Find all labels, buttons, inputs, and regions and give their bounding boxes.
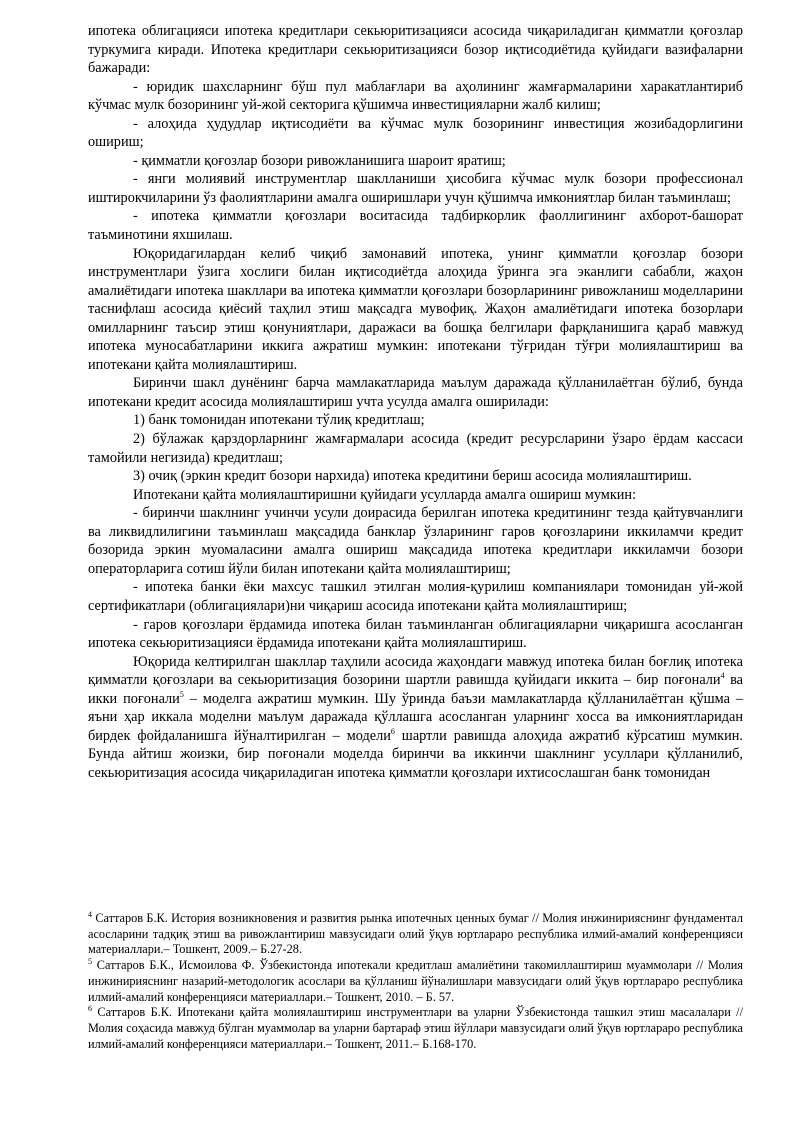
- footnote-number: 5: [88, 957, 92, 967]
- footnotes: [88, 911, 743, 1052]
- list-item: - янги молиявий инструментлар шаклланиши ҳисобига кўчмас мулк бозори профессионал иштирокчиларини ўз фаолиятларини амалга оширишлари учун қўшимча имкониятлар билан таъминлаш;: [88, 171, 743, 206]
- paragraph: Юқоридагилардан келиб чиқиб замонавий ипотека, унинг қимматли қоғозлар бозори инструментлари ўзига хослиги билан иқтисодиётда алоҳида ўринга эга эканлиги сабабли, жаҳон амалиётидаги ипотека шакллари ва ипотека қимматли қоғозлари бозорларининг ривожланиш моделларини таснифлаш асосида қиёсий таҳлил этиш мақсадга мувофиқ. Жаҳон амалиётидаги ипотека бозорлари омилларнинг таъсир этиш қонуниятлари, даражаси ва бошқа белгилари фарқланишига қараб мавжуд ипотека муносабатларини иккига ажратиш мумкин: ипотекани тўғридан тўғри молиялаштириш ва ипотекани қайта молиялаштириш.: [88, 245, 743, 373]
- list-item: 1) банк томонидан ипотекани тўлиқ кредитлаш;: [133, 412, 425, 429]
- list-item: - ипотека банки ёки махсус ташкил этилган молия-қурилиш компаниялари томонидан уй-жой сертификатлари (облигациялари)ни чиқариш асосида ипотекани қайта молиялаштириш;: [88, 579, 743, 614]
- footnote-ref: 6: [390, 727, 395, 737]
- paragraph-text: ва икки поғонали: [88, 672, 743, 707]
- footnote: [88, 958, 743, 1005]
- paragraph: [88, 653, 743, 783]
- paragraph: Ипотекани қайта молиялаштиришни қуйидаги усулларда амалга ошириш мумкин:: [133, 486, 637, 503]
- footnote-text: Саттаров Б.К. Ипотекани қайта молиялаштириш инструментлари ва уларни Ўзбекистонда ташкил этиш масалалари // Молия соҳасида мавжуд бўлган муаммолар ва уларни бартараф этиш йўллари мавзусидаги олий ўқув юртлараро республика илмий-амалий конференцияси материаллари.– Тошкент, 2011.– Б.168-170.: [88, 1005, 743, 1051]
- list-item: - ипотека қимматли қоғозлари воситасида тадбиркорлик фаоллигининг ахборот-башорат таъминотини яхшилаш.: [88, 208, 743, 244]
- page-body: [88, 22, 743, 782]
- list-item: - юридик шахсларнинг бўш пул маблағлари ва аҳолининг жамғармаларини харакатлантириб кўчмас мулк бозорининг уй-жой секторига қўшимча инвестицияларни жалб килиш;: [88, 78, 743, 114]
- list-item: - қимматли қоғозлар бозори ривожланишига шароит яратиш;: [133, 152, 506, 169]
- list-item: - алоҳида ҳудудлар иқтисодиёти ва кўчмас мулк бозорининг инвестиция жозибадорлигини ошириш;: [88, 115, 743, 151]
- footnote-text: Саттаров Б.К., Исмоилова Ф. Ўзбекистонда ипотекали кредитлаш амалиётини такомиллаштириш муаммолари // Молия инжинирияснинг назарий-методологик асослари ва қўлланиш йўналишлари мавзусидаги олий ўқув юртлараро республика илмий-амалий конференцияси материаллари.– Тошкент, 2010. – Б. 57.: [88, 958, 743, 1004]
- paragraph: ипотека облигацияси ипотека кредитлари секьюритизацияси асосида чиқариладиган қимматли қоғозлар туркумига киради. Ипотека кредитлари секьюритизацияси бозор иқтисодиётида қуйидаги вазифаларни бажаради:: [88, 23, 743, 77]
- footnote-ref: 4: [720, 671, 725, 681]
- paragraph-text: – моделга ажратиш мумкин. Шу ўринда баъзи мамлакатларда қўлланилаётган қўшма – яъни ҳар иккала моделни маълум даражада қўллашга асосланган уларнинг хосса ва имкониятларидан бирдек фойдаланишга йўналтирилган – модели: [88, 690, 743, 744]
- list-item: - гаров қоғозлари ёрдамида ипотека билан таъминланган облигацияларни чиқаришга асосланган ипотека секьюритизацияси ёрдамида ипотекани қайта молиялаштириш.: [88, 616, 743, 652]
- footnote: [88, 1005, 743, 1052]
- list-item: 2) бўлажак қарздорларнинг жамғармалари асосида (кредит ресурсларини ўзаро ёрдам кассаси тамойили негизида) кредитлаш;: [88, 431, 743, 466]
- footnote-text: Саттаров Б.К. История возникновения и развития рынка ипотечных ценных бумаг // Молия инжинирияснинг фундаментал асосларини тадқиқ этиш ва ривожлантириш мавзусидаги олий ўқув юртлараро республика илмий-амалий конференцияси материаллари.– Тошкент, 2009.– Б.27-28.: [88, 911, 743, 957]
- paragraph: Биринчи шакл дунёнинг барча мамлакатларида маълум даражада қўлланилаётган бўлиб, бунда ипотекани кредит асосида молиялаштириш учта усулда амалга оширилади:: [88, 375, 743, 410]
- list-item: 3) очиқ (эркин кредит бозори нархида) ипотека кредитини бериш асосида молиялаштириш.: [133, 468, 692, 485]
- footnote-ref: 5: [179, 689, 184, 699]
- footnote-number: 6: [88, 1004, 92, 1014]
- list-item: - биринчи шаклнинг учинчи усули доирасида берилган ипотека кредитининг тезда қайтувчанлиги ва ликвидлилигини таъминлаш мақсадида банклар ўзларининг гаров қоғозларини иккиламчи кредит бозорида эркин муомаласини амалга ошириш мақсадида ипотека кредитлари иккиламчи бозори операторларига сотиш йўли билан ипотекани қайта молиялаштириш;: [88, 505, 743, 577]
- paragraph-text: Юқорида келтирилган шакллар таҳлили асосида жаҳондаги мавжуд ипотека билан боғлиқ ипотека қимматли қоғозлари ва секьюритизация бозорини шартли равишда қуйидаги иккита – бир поғонали: [88, 653, 743, 689]
- footnote: [88, 911, 743, 958]
- paragraph-text: шартли равишда алоҳида ажратиб кўрсатиш мумкин. Бунда айтиш жоизки, бир поғонали моделда биринчи ва иккинчи шаклнинг усуллари қўлланилиб, секьюритизация асосида чиқариладиган ипотека қимматли қоғозлари ихтисослашган банк томонидан: [88, 727, 743, 781]
- footnote-number: 4: [88, 909, 92, 919]
